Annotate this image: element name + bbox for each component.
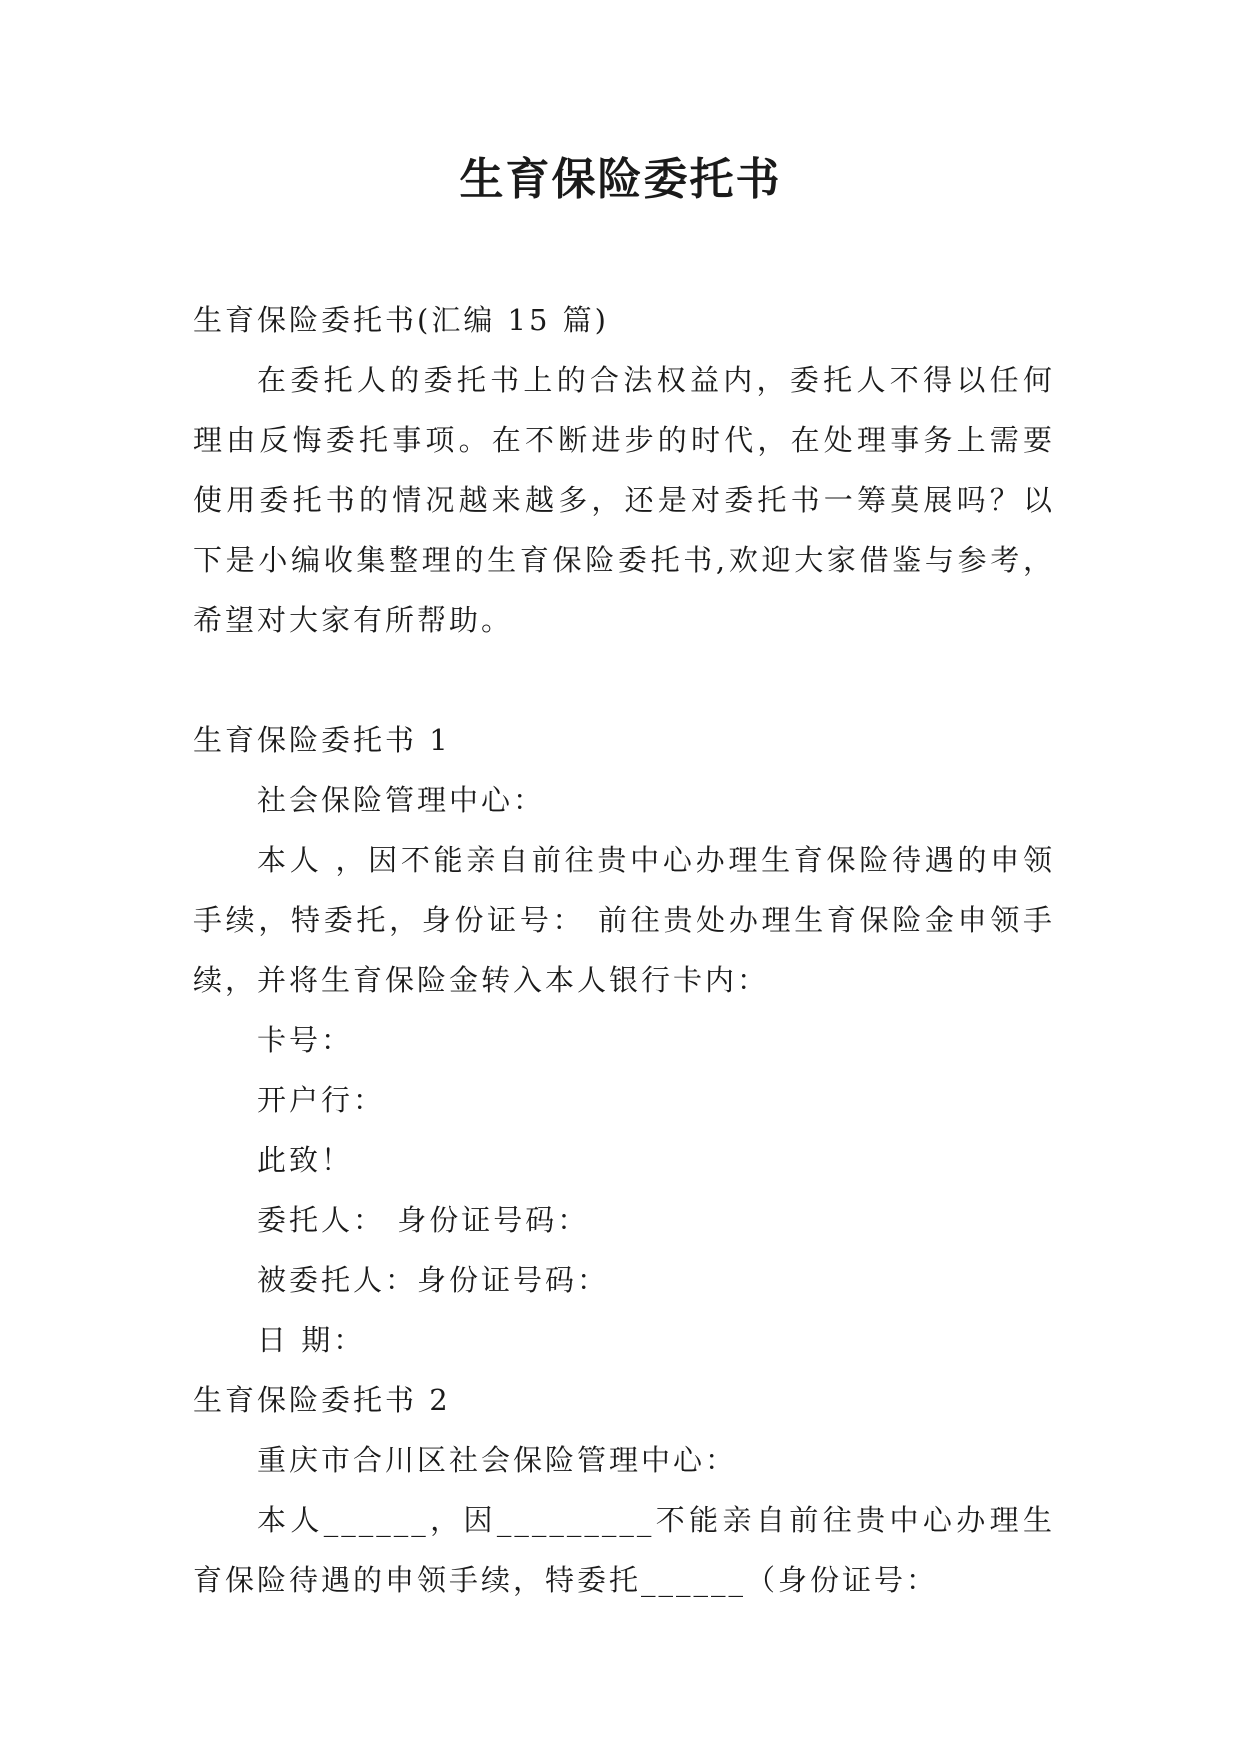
section2-body: 本人______，因_________不能亲自前往贵中心办理生育保险待遇的申领手续，特委托______（身份证号： <box>193 1503 1055 1597</box>
section1-heading: 生育保险委托书 1 <box>193 723 451 757</box>
section2-heading: 生育保险委托书 2 <box>193 1383 451 1417</box>
section1-bank: 开户行： <box>257 1083 386 1117</box>
section1-card: 卡号： <box>257 1023 354 1057</box>
intro-paragraph: 在委托人的委托书上的合法权益内，委托人不得以任何理由反悔委托事项。在不断进步的时代，在处理事务上需要使用委托书的情况越来越多，还是对委托书一筹莫展吗？以下是小编收集整理的生育保险委托书,欢迎大家借鉴与参考，希望对大家有所帮助。 <box>193 363 1055 637</box>
section1-recipient: 社会保险管理中心： <box>257 783 546 817</box>
intro-subtitle: 生育保险委托书(汇编 15 篇) <box>193 303 609 337</box>
section1-date: 日 期： <box>257 1323 366 1357</box>
document-body <box>193 290 1055 1610</box>
section1-closing: 此致！ <box>257 1143 354 1177</box>
section2-recipient: 重庆市合川区社会保险管理中心： <box>257 1443 738 1477</box>
section1-body: 本人 ，因不能亲自前往贵中心办理生育保险待遇的申领手续，特委托，身份证号： 前往贵处办理生育保险金申领手续，并将生育保险金转入本人银行卡内： <box>193 843 1055 997</box>
document-title: 生育保险委托书 <box>459 154 782 205</box>
section-spacer <box>193 650 1055 710</box>
section1-agent: 被委托人：身份证号码： <box>257 1263 610 1297</box>
section1-principal: 委托人： 身份证号码： <box>257 1203 590 1237</box>
